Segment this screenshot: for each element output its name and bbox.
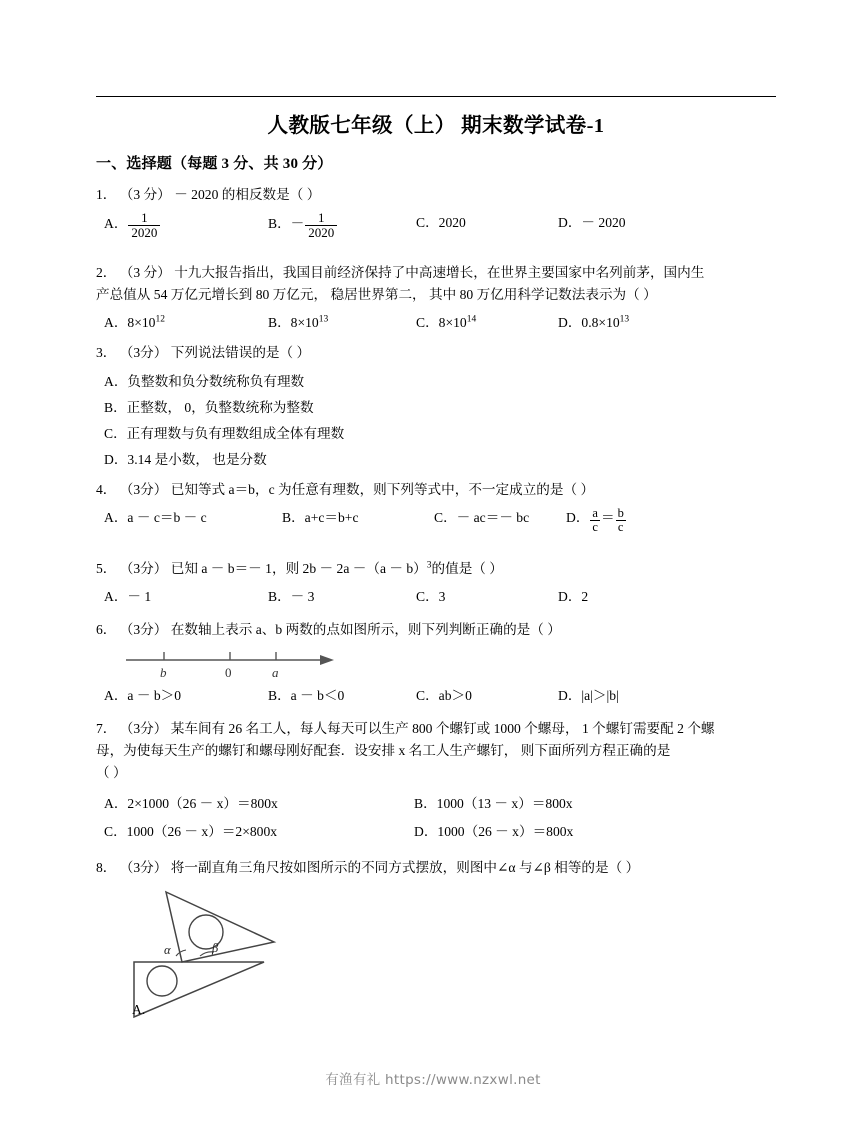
option-a-label: A．: [104, 216, 128, 232]
question-3-options: [96, 369, 776, 472]
question-7-stem: [96, 718, 776, 784]
fraction-denominator: 2020: [308, 224, 335, 240]
question-8-text: 将一副直角三角尺按如图所示的不同方式摆放，则图中∠α 与∠β 相等的是（ ）: [170, 860, 640, 876]
question-2-stem: [96, 262, 776, 306]
number-line-svg: [124, 646, 364, 680]
question-7-option-c[interactable]: C．1000（26 － x）＝2×800x: [104, 824, 278, 840]
svg-text:b: b: [160, 665, 167, 681]
question-5-text-pre: 已知 a － b＝－ 1，则 2b － 2a －（a － b）: [170, 561, 427, 577]
section-heading: 一、选择题（每题 3 分、共 30 分）: [96, 156, 333, 172]
question-5-text-post: 的值是（ ）: [431, 561, 503, 577]
svg-text:α: α: [164, 943, 171, 958]
fraction-denominator: c: [617, 519, 624, 534]
number-line-figure: [124, 646, 364, 680]
question-3-option-c[interactable]: C．正有理数与负有理数组成全体有理数: [104, 425, 345, 441]
question-7: [96, 718, 776, 850]
page-content: [96, 96, 776, 1031]
question-8-choice-a-label[interactable]: A.: [132, 1002, 146, 1018]
question-6-option-b[interactable]: B．a － b＜0: [268, 688, 345, 704]
option-a-text: A．8×10: [104, 315, 156, 331]
question-7-option-b[interactable]: B．1000（13 － x）＝800x: [414, 796, 573, 812]
question-7-text-line1: 某车间有 26 名工人，每人每天可以生产 800 个螺钉或 1000 个螺母， 1 个螺钉需要配 2 个螺: [170, 721, 715, 737]
question-2-option-b[interactable]: [268, 311, 328, 331]
minus-sign: －: [290, 216, 305, 232]
page-title: 人教版七年级（上） 期末数学试卷-1: [267, 115, 605, 137]
question-6-option-c[interactable]: C．ab＞0: [416, 688, 472, 704]
question-6-options: [96, 684, 776, 708]
question-5-option-d[interactable]: D．2: [558, 589, 589, 605]
question-4-text: 已知等式 a＝b，c 为任意有理数，则下列等式中，不一定成立的是（ ）: [170, 482, 595, 498]
footer-watermark: 有渔有礼 https://www.nzxwl.net: [325, 1072, 541, 1088]
option-b-text: B．8×10: [268, 315, 319, 331]
question-4-option-c[interactable]: C．－ ac＝－ bc: [434, 510, 530, 526]
question-2-options: [96, 311, 776, 335]
question-7-option-a[interactable]: A．2×1000（26 － x）＝800x: [104, 796, 278, 812]
question-2-option-d[interactable]: [558, 311, 629, 331]
question-3-option-d[interactable]: D．3.14 是小数， 也是分数: [104, 451, 267, 467]
question-4-stem: [96, 479, 776, 501]
question-1-option-c[interactable]: C．2020: [416, 215, 466, 231]
question-4-number: 4．: [96, 482, 117, 498]
question-5-stem: [96, 558, 776, 580]
equals-sign: ＝: [600, 510, 615, 526]
question-5-option-b[interactable]: B．－ 3: [268, 589, 315, 605]
fraction-denominator: 2020: [131, 224, 158, 240]
question-4-option-b[interactable]: B．a+c＝b+c: [282, 510, 359, 526]
question-7-text-line2: 母，为使每天生产的螺钉和螺母刚好配套．设安排 x 名工人生产螺钉， 则下面所列方程正确的是: [96, 743, 671, 759]
question-4-points: （3分）: [119, 482, 168, 498]
question-2-text-line1: 十九大报告指出，我国目前经济保持了中高速增长，在世界主要国家中名列前茅，国内生: [174, 265, 705, 281]
question-4-options: [96, 506, 776, 550]
question-2-text-line2: 产总值从 54 万亿元增长到 80 万亿元， 稳居世界第二， 其中 80 万亿用科学记数法表示为（ ）: [96, 287, 657, 303]
question-5-points: （3分）: [119, 561, 168, 577]
question-4: [96, 479, 776, 550]
svg-text:0: 0: [225, 665, 232, 681]
question-3-points: （3分）: [119, 345, 168, 361]
triangle-rulers-figure: [124, 884, 324, 1024]
fraction: [305, 211, 337, 239]
question-3-text: 下列说法错误的是（ ）: [170, 345, 311, 361]
exponent: 13: [619, 314, 630, 325]
exponent: 12: [155, 314, 165, 325]
exponent: 13: [318, 314, 329, 325]
question-6-option-d[interactable]: D．|a|＞|b|: [558, 688, 619, 704]
question-6: [96, 619, 776, 708]
question-2-number: 2．: [96, 265, 117, 281]
question-4-option-a[interactable]: A．a － c＝b － c: [104, 510, 207, 526]
question-3-number: 3．: [96, 345, 117, 361]
question-8-stem: [96, 857, 776, 879]
fraction-denominator: c: [592, 519, 598, 534]
fraction-numerator: 1: [128, 211, 160, 226]
fraction-numerator: b: [617, 505, 624, 520]
fraction-numerator: 1: [305, 211, 337, 226]
option-d-label: D．: [566, 510, 590, 526]
question-2: [96, 262, 776, 335]
question-5-number: 5．: [96, 561, 117, 577]
question-1-text: － 2020 的相反数是（ ）: [174, 187, 321, 202]
question-2-option-c[interactable]: [416, 311, 476, 331]
question-3: [96, 342, 776, 472]
question-1: [96, 184, 776, 255]
question-3-option-a[interactable]: A．负整数和负分数统称负有理数: [104, 374, 305, 390]
question-7-option-d[interactable]: D．1000（26 － x）＝800x: [414, 824, 574, 840]
question-8: [96, 857, 776, 1024]
question-2-option-a[interactable]: [104, 311, 165, 331]
question-3-option-b[interactable]: B．正整数， 0，负整数统称为整数: [104, 399, 314, 415]
question-6-number: 6．: [96, 622, 117, 638]
question-5-option-a[interactable]: A．－ 1: [104, 589, 152, 605]
question-1-option-d[interactable]: D．－ 2020: [558, 215, 626, 231]
question-7-options: [96, 792, 776, 850]
question-4-option-d[interactable]: [566, 506, 627, 534]
question-5-options: [96, 585, 776, 609]
triangle-rulers-svg: [124, 884, 324, 1024]
question-5: [96, 558, 776, 609]
fraction: [128, 211, 160, 239]
exponent: 3: [426, 560, 432, 571]
question-6-option-a[interactable]: A．a － b＞0: [104, 688, 182, 704]
question-1-options: [96, 211, 776, 255]
question-8-number: 8．: [96, 860, 117, 876]
question-1-option-a[interactable]: [104, 211, 161, 239]
exponent: 14: [466, 314, 477, 325]
question-6-stem: [96, 619, 776, 641]
question-7-points: （3分）: [119, 721, 168, 737]
question-3-stem: [96, 342, 776, 364]
question-1-number: 1．: [96, 187, 117, 202]
question-1-option-b[interactable]: [268, 211, 338, 239]
fraction-numerator: a: [592, 505, 598, 520]
svg-text:a: a: [272, 665, 279, 681]
question-1-stem: [96, 184, 776, 206]
svg-text:β: β: [212, 941, 219, 956]
question-1-points: （3 分）: [119, 187, 171, 202]
question-6-text: 在数轴上表示 a、b 两数的点如图所示，则下列判断正确的是（ ）: [170, 622, 561, 638]
question-7-text-line3: （ ）: [96, 765, 127, 781]
option-d-text: D．0.8×10: [558, 315, 620, 331]
fraction: [590, 507, 600, 534]
option-b-label: B．: [268, 216, 291, 232]
question-5-option-c[interactable]: C．3: [416, 589, 446, 605]
fraction: [616, 507, 626, 534]
question-6-points: （3分）: [119, 622, 168, 638]
question-8-points: （3分）: [119, 860, 168, 876]
option-c-text: C．8×10: [416, 315, 467, 331]
header-divider: [96, 96, 776, 97]
question-7-number: 7．: [96, 721, 117, 737]
question-2-points: （3 分）: [119, 265, 171, 281]
